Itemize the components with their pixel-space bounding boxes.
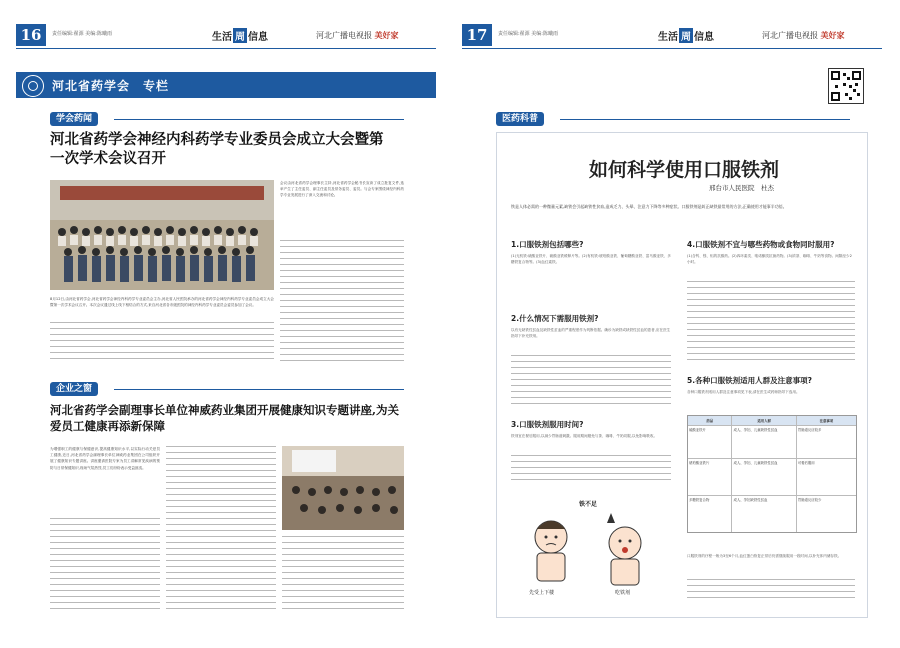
table-cell: 成人、孕妇、儿童缺铁性贫血 <box>732 426 796 458</box>
table-cell: 多糖铁复合物 <box>688 496 732 532</box>
tag-rule <box>114 119 404 120</box>
table-header-cell: 药品 <box>688 416 732 425</box>
question-1-body: (1)无机铁:硫酸亚铁片、硫酸亚铁缓释片等。(2)有机铁:琥珀酸亚铁、葡萄糖酸亚铁、富马酸亚铁、多糖铁复合物等。(3)血红素铁。 <box>511 254 671 264</box>
cartoon-right-label: 吃铁剂 <box>615 590 631 596</box>
section-prefix: 生活 <box>212 32 232 43</box>
question-2-title: 2.什么情况下需服用铁剂? <box>511 314 599 323</box>
cartoon-left-label: 先受上下楼 <box>529 590 555 596</box>
group-photo <box>50 180 274 290</box>
text-lines <box>50 322 274 364</box>
article-headline-2: 河北省药学会副理事长单位神威药业集团开展健康知识专题讲座,为关爱员工健康再添新保障 <box>50 403 399 433</box>
table-cell: 成人、孕妇、儿童缺铁性贫血 <box>732 459 796 495</box>
article-title: 如何科学使用口服铁剂 <box>589 159 780 181</box>
left-page <box>16 0 436 648</box>
text-lines <box>687 579 855 603</box>
page-number: 16 <box>16 24 46 46</box>
cartoon-illustration <box>511 493 671 603</box>
article-body: 8月12日,由河北省药学会,河北省药学会神经内科药学专业委员会主办,河北省人民医院承办的河北省药学会神经内科药学专业委员会成立大会暨第一次学术会议召开。本次会议通过线上线下相结合的方式,来自河北省各市级医院的神经内科药学专业委员会委员参加了会议。 <box>50 297 274 308</box>
text-lines <box>50 518 160 610</box>
table-cell: 胃肠道反应较多 <box>797 428 822 432</box>
table-cell: 琥珀酸亚铁片 <box>688 459 732 495</box>
paper-logo: 美好家 <box>374 30 399 40</box>
tag-association-news: 学会药闻 <box>50 112 98 126</box>
table-header <box>688 416 856 425</box>
tag-enterprise-window: 企业之窗 <box>50 382 98 396</box>
table-row <box>688 458 856 495</box>
table-cell: 胃肠道反应较少 <box>797 498 822 502</box>
table-cell: 硫酸亚铁片 <box>688 426 732 458</box>
banner-title: 河北省药学会 专栏 <box>52 79 170 93</box>
tag-rule <box>560 119 850 120</box>
section-name <box>212 28 268 43</box>
text-lines <box>687 281 855 361</box>
iron-supplement-table <box>687 415 857 533</box>
section-box: 周 <box>233 28 247 43</box>
table-header-cell: 适用人群 <box>732 416 796 425</box>
editor-meta: 责任编辑:翟源 美编:陈曦雨 <box>52 31 112 37</box>
group-photo-illustration <box>50 180 274 290</box>
qr-code-icon <box>828 68 864 104</box>
page-number: 17 <box>462 24 492 46</box>
tag-rule <box>114 389 404 390</box>
right-page <box>462 0 882 648</box>
article-intro: 铁是人体必需的一种微量元素,缺铁会引起缺铁性贫血,造成乏力、头晕、注意力下降等多种症状。口服铁剂是纠正缺铁最常用的方法,正确使用才能事半功倍。 <box>511 204 787 209</box>
question-4-title: 4.口服铁剂不宜与哪些药物或食物同时服用? <box>687 240 835 249</box>
cartoon-center-label: 铁不足 <box>579 501 598 508</box>
question-3-title: 3.口服铁剂服用时间? <box>511 420 584 429</box>
article-headline: 河北省药学会神经内科药学专业委员会成立大会暨第一次学术会议召开 <box>50 131 384 167</box>
table-cell: 可餐后服用 <box>797 461 815 465</box>
table-row <box>688 495 856 532</box>
section-suffix: 信息 <box>248 32 268 43</box>
paper-logo: 美好家 <box>820 30 845 40</box>
text-lines <box>511 455 671 485</box>
lecture-photo <box>282 446 404 530</box>
association-seal-icon <box>22 75 44 97</box>
editor-meta: 责任编辑:翟源 美编:陈曦雨 <box>498 31 558 37</box>
column-banner <box>16 72 436 98</box>
paper-name <box>316 30 399 41</box>
paper-prefix: 河北广播电视报 <box>316 31 372 40</box>
question-5-title: 5.各种口服铁剂适用人群及注意事项? <box>687 376 812 385</box>
paper-name <box>762 30 845 41</box>
page-header <box>462 24 882 49</box>
table-header-cell: 注意事项 <box>819 419 834 423</box>
article-body-2: 为增强职工的健康与保健意识,提高健康知识水平,以实际行动关爱员工健康,近日,河北省药学会副理事长单位神威药业集团在公司组织开展了健康知识专题讲座。讲座邀请医院专家为员工讲解常见疾病的预防与日常保健知识,现场气氛热烈,员工们纷纷表示受益匪浅。 <box>50 447 160 470</box>
paper-prefix: 河北广播电视报 <box>762 31 818 40</box>
section-name <box>658 28 714 43</box>
text-lines <box>166 446 276 610</box>
closing-paragraph: 口服铁剂的疗程一般为3至6个月,血红蛋白恢复正常后仍需继续服用一段时间,以补充体内储存铁。 <box>687 554 842 558</box>
lecture-photo-illustration <box>282 446 404 530</box>
section-prefix: 生活 <box>658 32 678 43</box>
article-body-continued: 会议由河北省药学会理事长主持,河北省药学会秘书长宣读了成立批复文件,选举产生了主任委员、副主任委员及常务委员、委员。与会专家围绕神经内科药学专业发展进行了深入交流和讨论。 <box>280 181 404 198</box>
text-lines <box>511 355 671 407</box>
article-byline: 邢台市人民医院 杜杰 <box>709 184 774 192</box>
question-2-body: 以有无缺铁性贫血及缺铁性贫血的严重程度作为判断依据。确诊为缺铁或缺铁性贫血的患者,应在医生指导下补充铁剂。 <box>511 328 671 338</box>
section-suffix: 信息 <box>694 32 714 43</box>
section-box: 周 <box>679 28 693 43</box>
page-header <box>16 24 436 49</box>
article-frame <box>496 132 868 618</box>
question-1-title: 1.口服铁剂包括哪些? <box>511 240 584 249</box>
tag-health-science: 医药科普 <box>496 112 544 126</box>
question-5-body: 各种口服铁剂适用人群及注意事项见下表,请在医生或药师指导下选用。 <box>687 390 800 394</box>
question-4-body: (1)含钙、镁、铝的抗酸药。(2)四环素类、喹诺酮类抗菌药物。(3)浓茶、咖啡、牛奶等食物。间隔至少2小时。 <box>687 254 852 264</box>
table-cell: 成人、孕妇缺铁性贫血 <box>732 496 796 532</box>
text-lines <box>282 536 404 610</box>
question-3-body: 铁剂宜在餐后服用,以减少胃肠道刺激。服用期间避免与茶、咖啡、牛奶同服,以免影响吸收。 <box>511 434 658 438</box>
iron-deficiency-cartoon <box>511 493 671 603</box>
table-row <box>688 425 856 458</box>
text-lines <box>280 240 404 364</box>
qr-code-pattern <box>829 69 863 103</box>
